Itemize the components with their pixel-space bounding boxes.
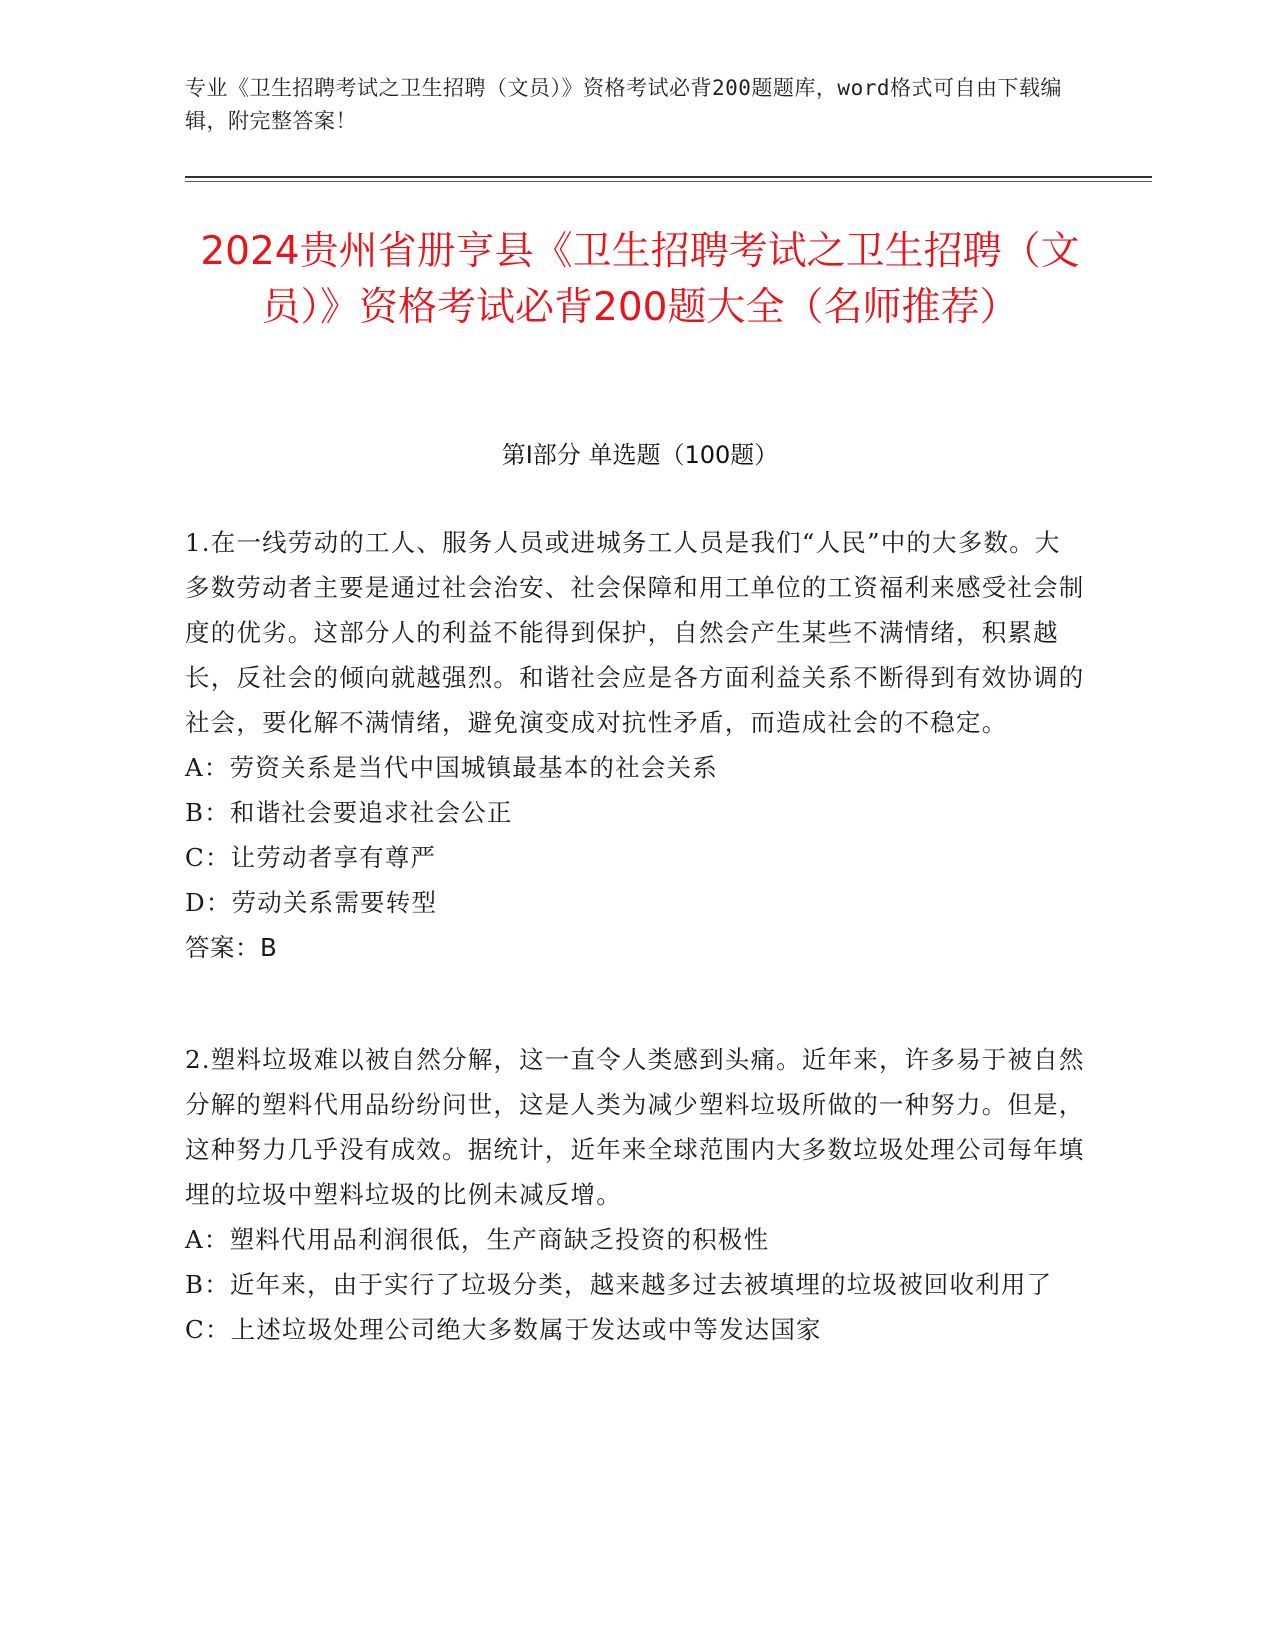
question-2 bbox=[185, 1037, 1085, 1352]
question-1-option-c: C：让劳动者享有尊严 bbox=[185, 843, 437, 872]
header-rule-thick bbox=[185, 176, 1152, 178]
section-title: 第I部分 单选题（100题） bbox=[501, 441, 779, 469]
question-1 bbox=[185, 520, 1085, 970]
header-note: 专业《卫生招聘考试之卫生招聘（文员）》资格考试必背200题题库，word格式可自由下载编辑，附完整答案！ bbox=[185, 76, 1062, 133]
question-1-text: 1.在一线劳动的工人、服务人员或进城务工人员是我们“人民”中的大多数。大多数劳动者主要是通过社会治安、社会保障和用工单位的工资福利来感受社会制度的优劣。这部分人的利益不能得到保护，自然会产生某些不满情绪，积累越长，反社会的倾向就越强烈。和谐社会应是各方面利益关系不断得到有效协调的社会，要化解不满情绪，避免演变成对抗性矛盾，而造成社会的不稳定。 bbox=[185, 528, 1085, 737]
question-2-text: 2.塑料垃圾难以被自然分解，这一直令人类感到头痛。近年来，许多易于被自然分解的塑料代用品纷纷问世，这是人类为减少塑料垃圾所做的一种努力。但是，这种努力几乎没有成效。据统计，近年来全球范围内大多数垃圾处理公司每年填埋的垃圾中塑料垃圾的比例未减反增。 bbox=[185, 1045, 1085, 1209]
header-rule-thin bbox=[185, 181, 1152, 182]
question-1-option-b: B：和谐社会要追求社会公正 bbox=[185, 798, 513, 827]
question-2-option-c: C：上述垃圾处理公司绝大多数属于发达或中等发达国家 bbox=[185, 1315, 822, 1344]
question-2-option-a: A：塑料代用品利润很低，生产商缺乏投资的积极性 bbox=[185, 1225, 770, 1254]
document-title: 2024贵州省册亨县《卫生招聘考试之卫生招聘（文员）》资格考试必背200题大全（名师推荐） bbox=[200, 229, 1080, 330]
question-1-answer: 答案：B bbox=[185, 933, 278, 962]
question-1-option-a: A：劳资关系是当代中国城镇最基本的社会关系 bbox=[185, 753, 718, 782]
question-2-option-b: B：近年来，由于实行了垃圾分类，越来越多过去被填埋的垃圾被回收利用了 bbox=[185, 1270, 1053, 1299]
question-1-option-d: D：劳动关系需要转型 bbox=[185, 888, 438, 917]
